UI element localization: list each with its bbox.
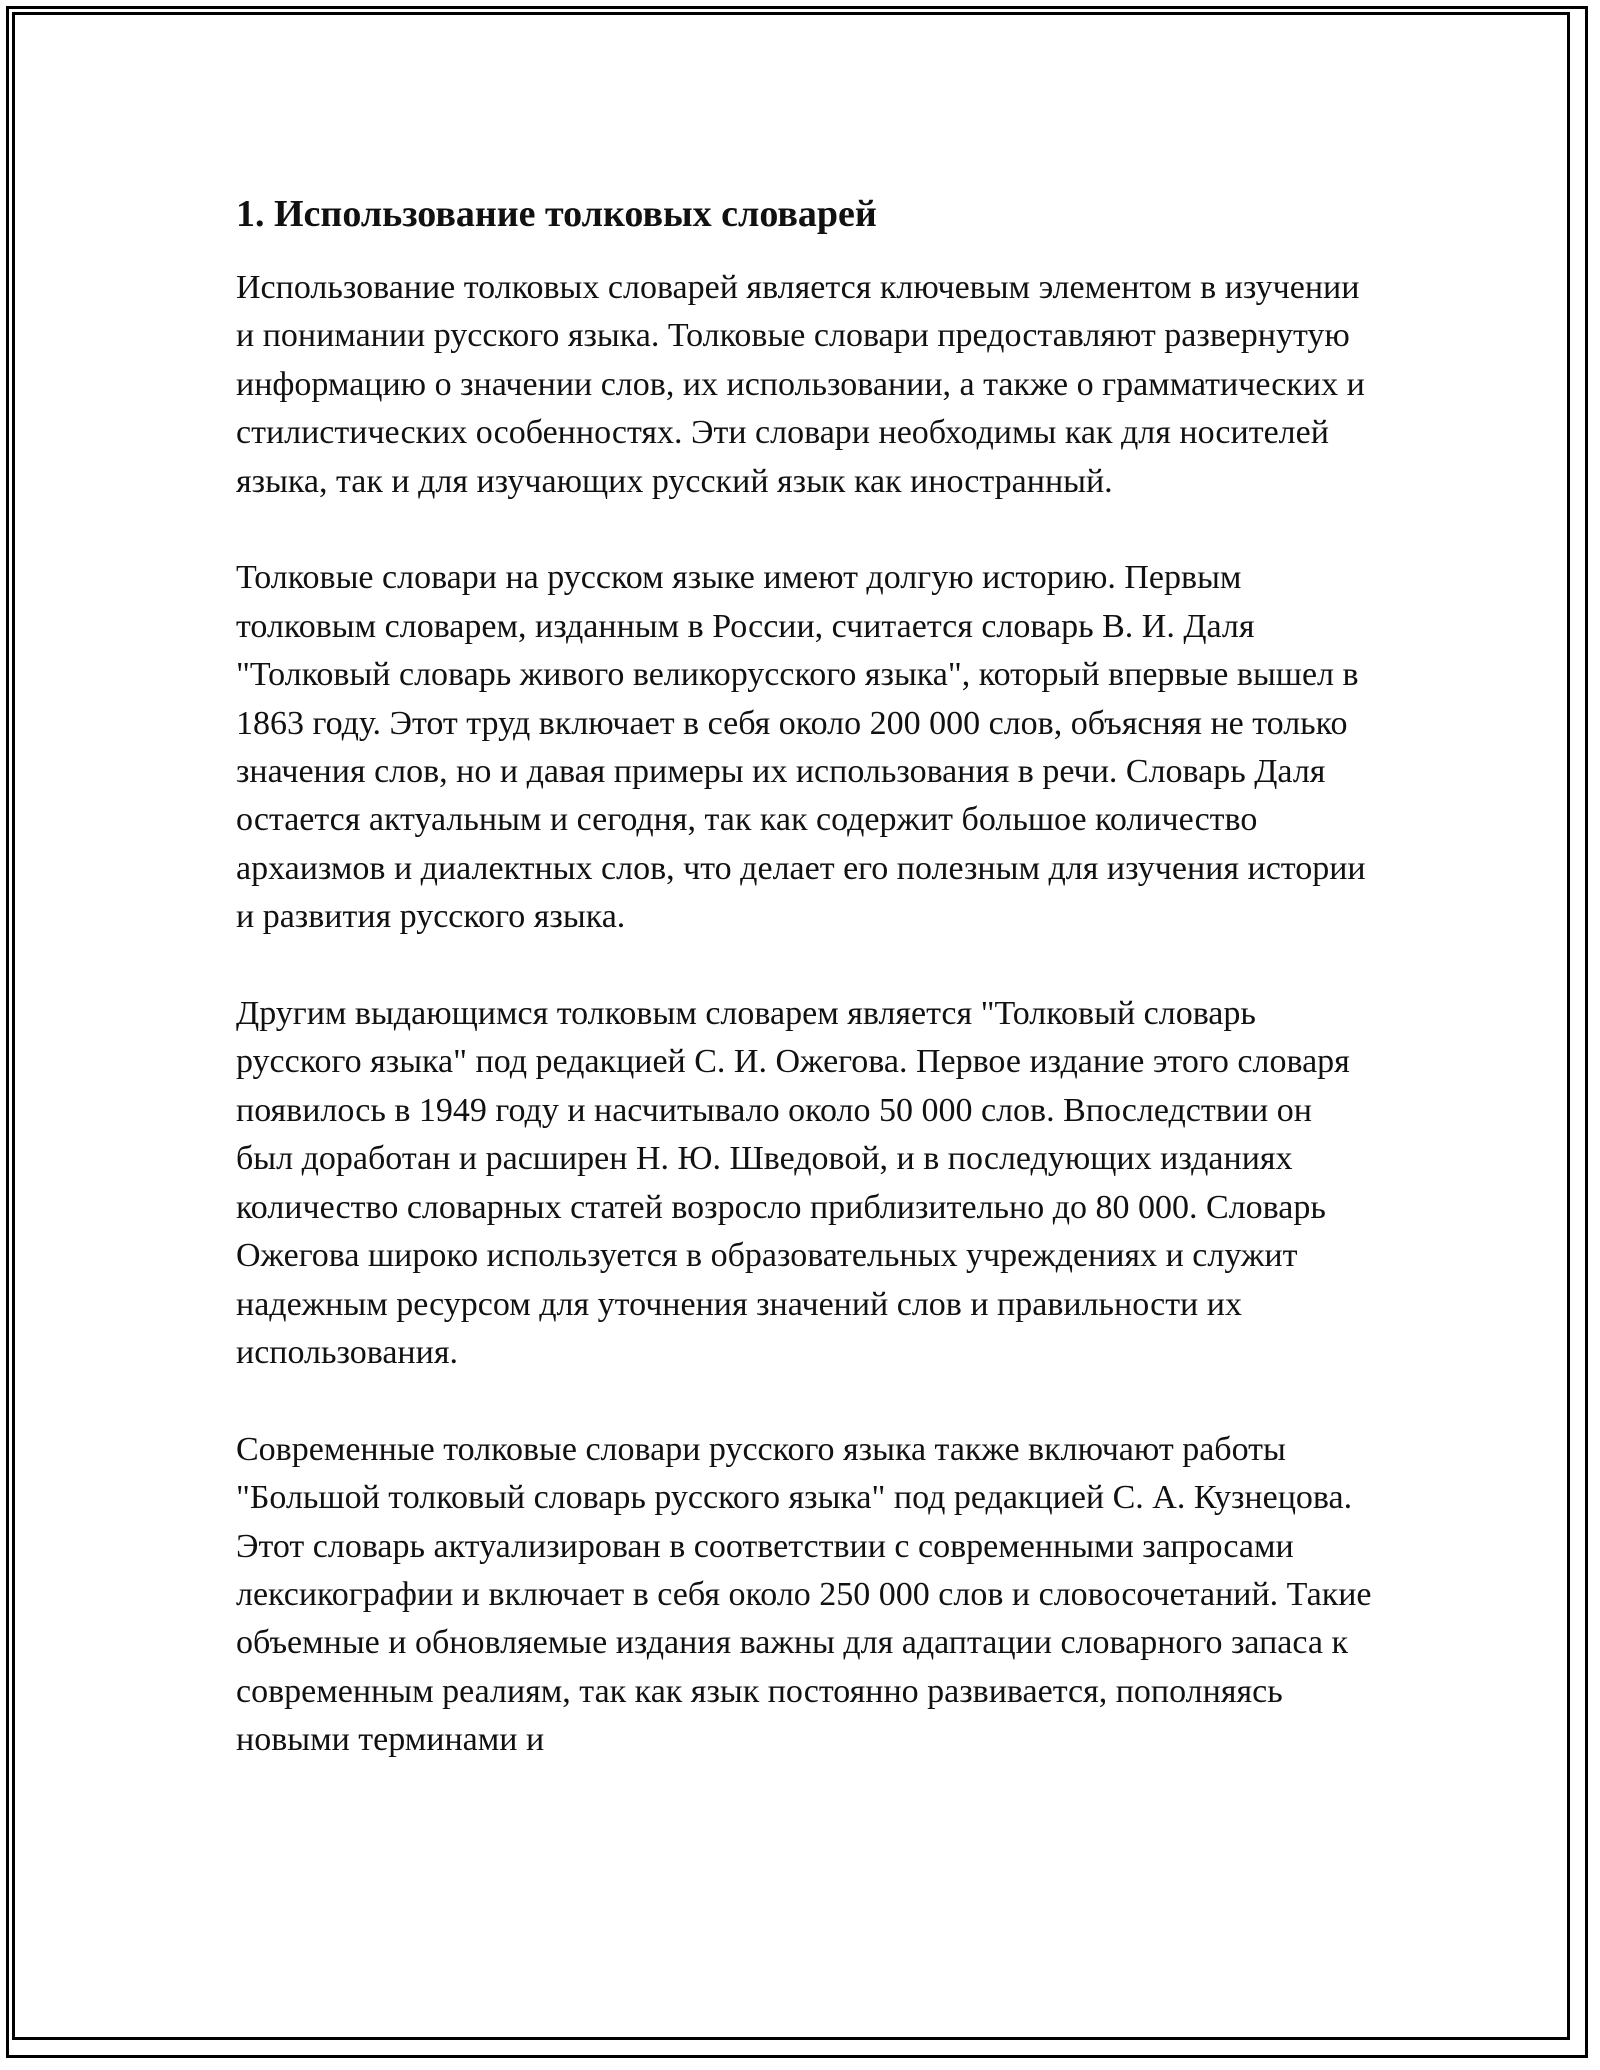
- paragraph-4: Современные толковые словари русского языка также включают работы "Большой толковый словарь русского языка" под редакцией С. А. Кузнецова. Этот словарь актуализирован в соответствии с современными запросами лексикографии и включает в себя около 250 000 слов и словосочетаний. Такие объемные и обновляемые издания важны для адаптации словарного запаса к современным реалиям, так как язык постоянно развивается, пополняясь новыми терминами и: [236, 1430, 1372, 1759]
- paragraph-1: Использование толковых словарей является ключевым элементом в изучении и понимании русского языка. Толковые словари предоставляют развернутую информацию о значении слов, их использовании, а также о грамматических и стилистических особенностях. Эти словари необходимы как для носителей языка, так и для изучающих русский язык как иностранный.: [236, 269, 1365, 500]
- document-body: [236, 188, 1372, 1813]
- section-heading: 1. Использование толковых словарей: [236, 193, 877, 235]
- paragraph-2: Толковые словари на русском языке имеют долгую историю. Первым толковым словарем, изданным в России, считается словарь В. И. Даля "Толковый словарь живого великорусского языка", который впервые вышел в 1863 году. Этот труд включает в себя около 200 000 слов, объясняя не только значения слов, но и давая примеры их использования в речи. Словарь Даля остается актуальным и сегодня, так как содержит большое количество архаизмов и диалектных слов, что делает его полезным для изучения истории и развития русского языка.: [236, 559, 1366, 936]
- paragraph-3: Другим выдающимся толковым словарем является "Толковый словарь русского языка" под редакцией С. И. Ожегова. Первое издание этого словаря появилось в 1949 году и насчитывало около 50 000 слов. Впоследствии он был доработан и расширен Н. Ю. Шведовой, и в последующих изданиях количество словарных статей возросло приблизительно до 80 000. Словарь Ожегова широко используется в образовательных учреждениях и служит надежным ресурсом для уточнения значений слов и правильности их использования.: [236, 995, 1350, 1371]
